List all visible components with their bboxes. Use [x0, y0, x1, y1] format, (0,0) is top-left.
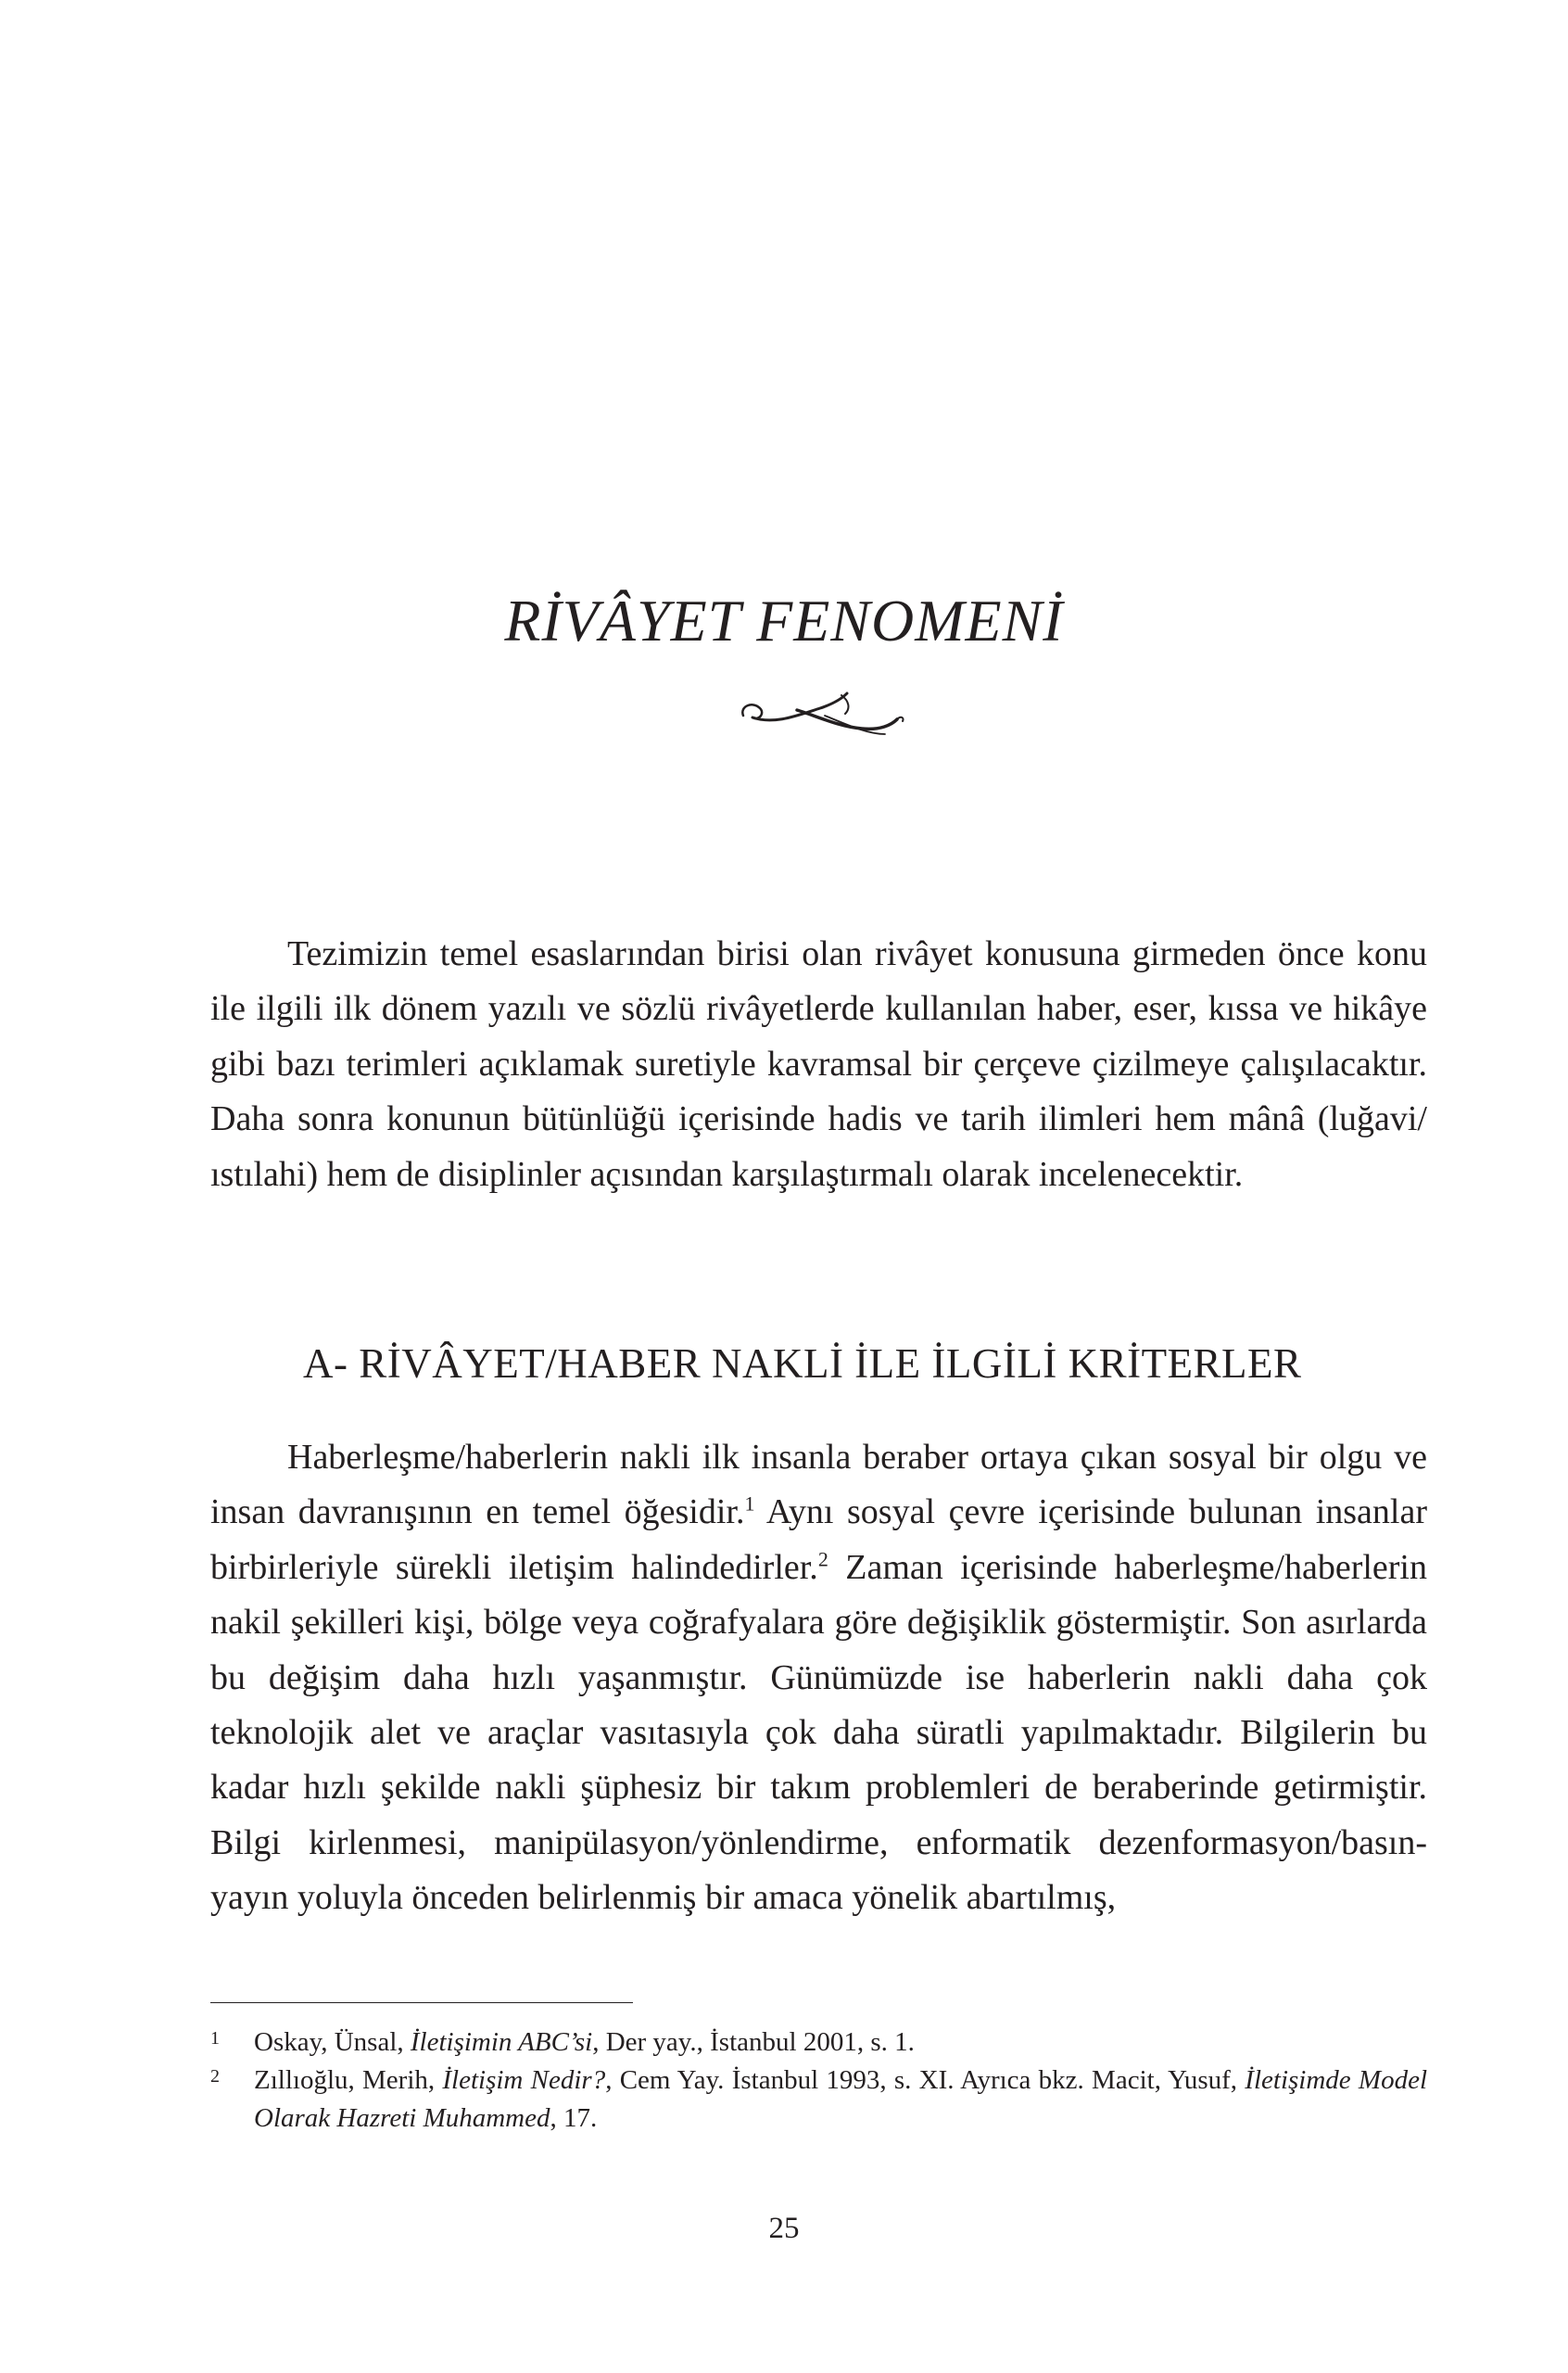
footnote-ref-1[interactable]: 1	[744, 1491, 755, 1516]
footnote-number: 1	[210, 2028, 220, 2049]
intro-paragraph	[210, 927, 1427, 1202]
footnote-book-title: İletişimin ABC’si	[410, 2027, 593, 2057]
intro-paragraph-text: Tezimizin temel esaslarından birisi olan rivâyet konusuna girmeden önce konu ile ilgili ilk dönem yazılı ve sözlü rivâyetlerde kullanılan haber, eser, kıssa ve hikâye gibi bazı terimleri açıklamak suretiyle kavramsal bir çerçeve çizilmeye çalışılacaktır. Daha sonra konunun bütünlüğü içerisinde hadis ve tarih ilimleri hem mânâ (luğavi/ıstılahi) hem de disiplinler açısından karşılaştırmalı olarak incelenecektir.	[210, 934, 1427, 1194]
footnote-text: Zıllıoğlu, Merih,	[254, 2065, 443, 2095]
page-number: 25	[768, 2212, 800, 2245]
section-paragraph-text-3: Zaman içerisinde haberleşme/haberlerin nakil şekilleri kişi, bölge veya coğrafyalara göre değişiklik göstermiştir. Son asırlarda bu değişim daha hızlı yaşanmıştır. Günümüzde ise haberlerin nakli daha çok teknolojik alet ve araçlar vasıtasıyla çok daha süratli yapılmaktadır. Bilgilerin bu kadar hızlı şekilde nakli şüphesiz bir takım problemleri de beraberinde getirmiştir. Bilgi kirlenmesi, manipülasyon/yönlendirme, enformatik dezenformasyon/basın-yayın yoluyla önceden belirlenmiş bir amaca yönelik abartılmış,	[210, 1547, 1427, 1918]
section-paragraph	[210, 1430, 1427, 1926]
footnote-divider	[210, 2002, 633, 2003]
footnotes	[210, 2024, 1427, 2138]
footnote-ref-2[interactable]: 2	[817, 1547, 828, 1571]
footnote-text: , 17.	[550, 2103, 598, 2133]
footnote-2	[210, 2062, 1427, 2138]
section-paragraph-text-1: Haberleşme/haberlerin nakli ilk insanla beraber ortaya çıkan sosyal bir olgu ve insan davranışının en temel öğesidir.	[210, 1438, 1427, 1532]
footnote-text: , Cem Yay. İstanbul 1993, s. XI. Ayrıca bkz. Macit, Yusuf,	[605, 2065, 1246, 2095]
footnote-book-title: İletişim Nedir?	[442, 2065, 606, 2095]
footnote-1	[210, 2024, 1427, 2062]
swash-flourish-icon	[732, 688, 908, 743]
footnote-text: Oskay, Ünsal,	[254, 2027, 411, 2057]
footnote-book-title: İletişimde Model Olarak Hazreti Muhammed	[254, 2065, 1427, 2133]
footnote-text: , Der yay., İstanbul 2001, s. 1.	[592, 2027, 915, 2057]
section-paragraph-text-2: Aynı sosyal çevre içerisinde bulunan insanlar birbirleriyle sürekli iletişim halindedirler.	[210, 1492, 1427, 1587]
chapter-title: RİVÂYET FENOMENİ	[504, 588, 1064, 654]
section-heading: A- RİVÂYET/HABER NAKLİ İLE İLGİLİ KRİTERLER	[303, 1340, 1302, 1387]
footnote-number: 2	[210, 2066, 220, 2087]
